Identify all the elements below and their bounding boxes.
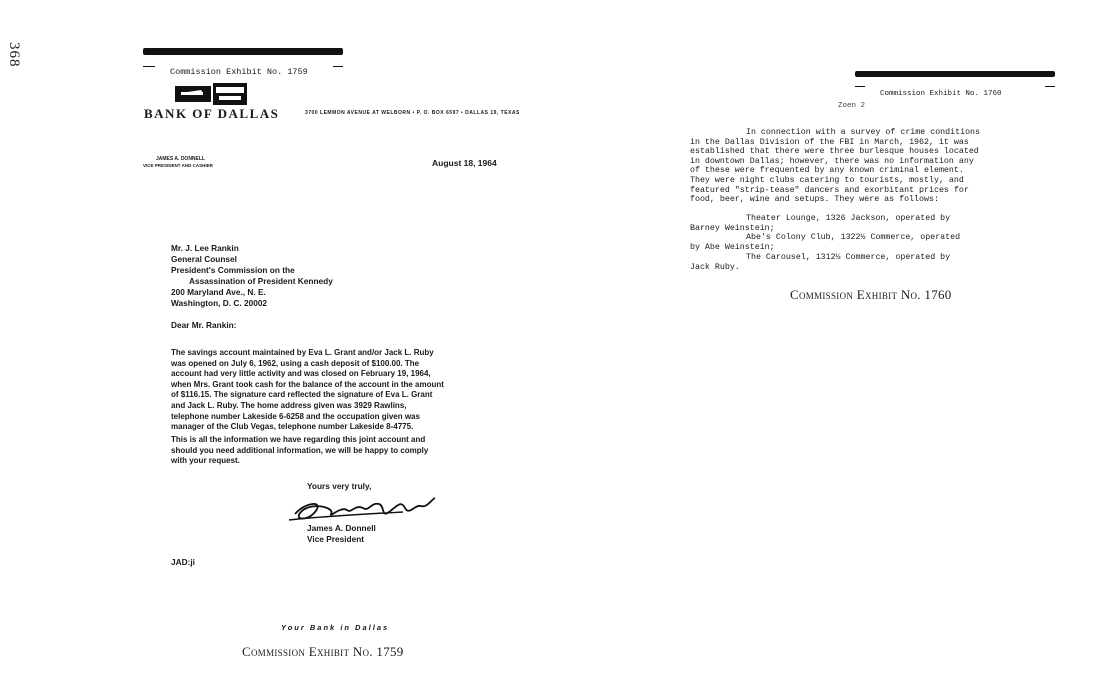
address-line: General Counsel xyxy=(171,254,237,265)
officer-title: VICE PRESIDENT AND CASHIER xyxy=(143,163,213,168)
club-list xyxy=(690,214,1020,272)
header-rule xyxy=(855,86,865,87)
text-line: of $116.15. The signature card reflected the signature of Eva L. Grant xyxy=(171,390,433,400)
text-line: was opened on July 6, 1962, using a cash deposit of $100.00. The xyxy=(171,358,420,368)
text-line: in downtown Dallas; however, there was no information any xyxy=(690,156,974,166)
text-line: They were night clubs catering to tourists, mostly, and xyxy=(690,175,964,185)
list-item: Barney Weinstein; xyxy=(690,223,775,233)
letter-date: August 18, 1964 xyxy=(432,158,497,168)
officer-name: JAMES A. DONNELL xyxy=(156,156,205,162)
text-line: should you need additional information, we will be happy to comply xyxy=(171,445,429,455)
bank-name: BANK OF DALLAS xyxy=(144,106,280,121)
memo-paragraph xyxy=(690,128,1020,205)
list-item: The Carousel, 1312½ Commerce, operated by xyxy=(746,252,951,262)
text-line: and Jack L. Ruby. The home address given was 3929 Rawlins, xyxy=(171,400,407,410)
text-line: food, beer, wine and setups. They were as follows: xyxy=(690,195,939,205)
text-line: manager of the Club Vegas, telephone number Lakeside 8-4775. xyxy=(171,422,414,432)
exhibit-label-1759: Commission Exhibit No. 1759 xyxy=(170,67,308,77)
text-line: In connection with a survey of crime conditions xyxy=(746,128,981,137)
letter-paragraph-2 xyxy=(171,435,511,467)
bank-tagline: Your Bank in Dallas xyxy=(281,623,390,632)
caption-exhibit-1759: Commission Exhibit No. 1759 xyxy=(242,644,404,659)
text-line: in the Dallas Division of the FBI in March, 1962, it was xyxy=(690,137,969,147)
list-item: Jack Ruby. xyxy=(690,262,740,272)
typist-initials: JAD:ji xyxy=(171,557,195,567)
recipient-address xyxy=(171,243,333,310)
address-line: 200 Maryland Ave., N. E. xyxy=(171,287,266,298)
text-line: featured "strip-tease" dancers and exorbitant prices for xyxy=(690,185,969,195)
signature-icon xyxy=(285,494,445,526)
header-rule xyxy=(1045,86,1055,87)
bank-logo-icon xyxy=(175,83,247,105)
text-line: telephone number Lakeside 6-6258 and the occupation given was xyxy=(171,411,420,421)
address-line: Mr. J. Lee Rankin xyxy=(171,243,239,253)
text-line: established that there were three burlesque houses located xyxy=(690,147,979,157)
header-fragment: Zoen 2 xyxy=(838,102,866,110)
address-line: Washington, D. C. 20002 xyxy=(171,298,268,309)
signer-name: James A. Donnell xyxy=(307,523,376,533)
list-item: Abe's Colony Club, 1322½ Commerce, operated xyxy=(746,233,961,243)
text-line: This is all the information we have regarding this joint account and xyxy=(171,435,426,444)
text-line: when Mrs. Grant took cash for the balance of the account in the amount xyxy=(171,379,444,389)
text-line: account had very little activity and was closed on February 19, 1964, xyxy=(171,369,431,379)
redaction-bar-right xyxy=(855,71,1055,77)
salutation: Dear Mr. Rankin: xyxy=(171,320,237,330)
text-line: of these were frequented by any known criminal element. xyxy=(690,166,964,176)
text-line: with your request. xyxy=(171,456,240,466)
text-line: The savings account maintained by Eva L. Grant and/or Jack L. Ruby xyxy=(171,348,434,357)
bank-address: 3700 LEMMON AVENUE AT WELBORN • P. O. BOX 6597 • DALLAS 19, TEXAS xyxy=(305,110,520,116)
address-line: Assassination of President Kennedy xyxy=(189,276,333,287)
list-item: by Abe Weinstein; xyxy=(690,243,775,253)
caption-exhibit-1760: Commission Exhibit No. 1760 xyxy=(790,287,952,302)
signer-title: Vice President xyxy=(307,534,365,544)
address-line: President's Commission on the xyxy=(171,265,295,276)
redaction-bar-left xyxy=(143,48,343,55)
header-rule xyxy=(143,66,155,67)
list-item: Theater Lounge, 1326 Jackson, operated by xyxy=(746,214,951,223)
letter-paragraph-1 xyxy=(171,348,511,433)
exhibit-label-1760: Commission Exhibit No. 1760 xyxy=(880,90,1002,98)
header-rule xyxy=(333,66,343,67)
letter-closing: Yours very truly, xyxy=(307,481,372,491)
page-number: 368 xyxy=(6,42,22,68)
